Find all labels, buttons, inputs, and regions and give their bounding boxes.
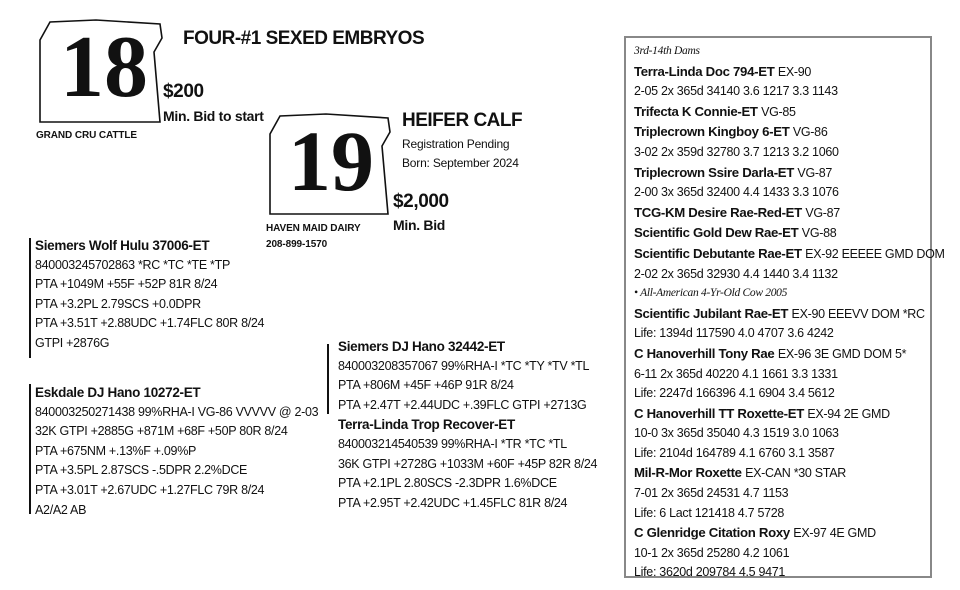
dam-record: 3-02 2x 359d 32780 3.7 1213 3.2 1060 <box>634 144 839 159</box>
sire-line: PTA +2.47T +2.44UDC +.39FLC GTPI +2713G <box>338 397 587 412</box>
dams-header: 3rd-14th Dams <box>634 45 700 57</box>
dam-record: 10-0 3x 365d 35040 4.3 1519 3.0 1063 <box>634 426 839 441</box>
dam-record: 10-1 2x 365d 25280 4.2 1061 <box>634 545 790 560</box>
dams-list <box>634 42 945 583</box>
lot19-sire-block <box>338 337 597 513</box>
dam-award-note: • All-American 4-Yr-Old Cow 2005 <box>634 287 788 300</box>
dam-entry-name <box>634 463 945 484</box>
min-bid-label: Min. Bid <box>393 217 446 233</box>
dam-classification: VG-85 <box>761 104 796 119</box>
lot18-sire-block <box>35 236 264 354</box>
dam-classification: EX-90 <box>777 64 812 79</box>
dam-line: PTA +2.1PL 2.80SCS -2.3DPR 1.6%DCE <box>338 476 557 491</box>
dam-name: C Hanoverhill Tony Rae <box>634 345 775 361</box>
lot-19-badge <box>266 112 392 218</box>
dam-entry-name <box>634 203 945 224</box>
dam-entry-name <box>634 223 945 244</box>
consignor-name: HAVEN MAID DAIRY <box>266 223 361 234</box>
dam-entry-name <box>634 244 945 265</box>
lot18-dam-block <box>35 383 318 520</box>
lot-price: $200 <box>163 81 204 102</box>
dam-entry-name <box>634 344 945 365</box>
dam-line: PTA +2.95T +2.42UDC +1.45FLC 81R 8/24 <box>338 495 568 510</box>
dam-classification: VG-87 <box>805 205 840 220</box>
sire-bracket <box>327 344 329 414</box>
dam-line: A2/A2 AB <box>35 502 87 517</box>
dams-panel <box>624 36 945 580</box>
dam-entry-name <box>634 404 945 425</box>
dam-line: 32K GTPI +2885G +871M +68F +50P 80R 8/24 <box>35 424 288 439</box>
dam-name: Trifecta K Connie-ET <box>634 103 758 119</box>
sire-line: PTA +1049M +55F +52P 81R 8/24 <box>35 277 218 292</box>
dam-line: PTA +675NM +.13%F +.09%P <box>35 443 197 458</box>
dam-name: Triplecrown Ssire Darla-ET <box>634 164 795 180</box>
sire-line: PTA +3.2PL 2.79SCS +0.0DPR <box>35 296 201 311</box>
dam-record: 2-05 2x 365d 34140 3.6 1217 3.3 1143 <box>634 84 838 99</box>
lot-18-badge <box>36 18 164 126</box>
dam-record: Life: 3620d 209784 4.5 9471 <box>634 565 786 580</box>
sire-line: 840003208357067 99%RHA-I *TC *TY *TV *TL <box>338 358 590 373</box>
dam-record: 2-00 3x 365d 32400 4.4 1433 3.3 1076 <box>634 185 839 200</box>
sire-line: PTA +3.51T +2.88UDC +1.74FLC 80R 8/24 <box>35 316 265 331</box>
dam-record: 2-02 2x 365d 32930 4.4 1440 3.4 1132 <box>634 266 838 281</box>
dam-name: Triplecrown Kingboy 6-ET <box>634 124 790 140</box>
lot-title: FOUR-#1 SEXED EMBRYOS <box>183 28 425 49</box>
dam-name: Terra-Linda Doc 794-ET <box>634 63 775 79</box>
dam-classification: EX-96 3E GMD DOM 5* <box>777 346 907 361</box>
dam-line: PTA +3.01T +2.67UDC +1.27FLC 79R 8/24 <box>35 482 265 497</box>
dam-name: Terra-Linda Trop Recover-ET <box>338 417 515 433</box>
dam-name: TCG-KM Desire Rae-Red-ET <box>634 204 802 220</box>
dam-line: 840003214540539 99%RHA-I *TR *TC *TL <box>338 436 567 451</box>
dam-classification: EX-92 EEEEE GMD DOM <box>805 246 945 261</box>
dam-entry-name <box>634 304 945 325</box>
birth-date: Born: September 2024 <box>402 156 519 170</box>
dam-classification: VG-86 <box>792 125 828 140</box>
lot-number: 18 <box>60 19 148 116</box>
lot-title: HEIFER CALF <box>402 110 523 131</box>
dam-line: 36K GTPI +2728G +1033M +60F +45P 82R 8/24 <box>338 456 598 471</box>
dam-record: Life: 2247d 166396 4.1 6904 3.4 5612 <box>634 386 835 401</box>
dam-classification: VG-88 <box>801 226 837 241</box>
sire-line: PTA +806M +45F +46P 91R 8/24 <box>338 378 514 393</box>
sire-line: GTPI +2876G <box>35 335 110 350</box>
dam-record: 7-01 2x 365d 24531 4.7 1153 <box>634 486 789 501</box>
dam-entry-name <box>634 122 945 143</box>
consignor-phone: 208-899-1570 <box>266 239 328 250</box>
sire-line: 840003245702863 *RC *TC *TE *TP <box>35 257 230 272</box>
registration-status: Registration Pending <box>402 137 510 151</box>
dam-name: Scientific Debutante Rae-ET <box>634 245 802 261</box>
dam-record: Life: 6 Lact 121418 4.7 5728 <box>634 505 785 520</box>
dam-classification: EX-94 2E GMD <box>807 406 890 421</box>
dam-classification: EX-90 EEEVV DOM *RC <box>791 306 925 321</box>
dam-record: 6-11 2x 365d 40220 4.1 1661 3.3 1331 <box>634 366 838 381</box>
lot-number: 19 <box>288 113 374 209</box>
sire-bracket <box>29 238 31 358</box>
dam-classification: EX-CAN *30 STAR <box>745 466 846 481</box>
dam-classification: VG-87 <box>797 165 833 180</box>
dam-name: Eskdale DJ Hano 10272-ET <box>35 385 201 400</box>
dam-entry-name <box>634 163 945 184</box>
sire-name: Siemers Wolf Hulu 37006-ET <box>35 238 210 253</box>
dam-name: C Hanoverhill TT Roxette-ET <box>634 405 804 421</box>
dam-name: C Glenridge Citation Roxy <box>634 525 790 541</box>
consignor-name: GRAND CRU CATTLE <box>36 130 137 141</box>
dam-line: PTA +3.5PL 2.87SCS -.5DPR 2.2%DCE <box>35 463 248 478</box>
dam-classification: EX-97 4E GMD <box>793 526 876 541</box>
dam-entry-name <box>634 523 945 544</box>
dam-name: Mil-R-Mor Roxette <box>634 465 742 481</box>
min-bid-label: Min. Bid to start <box>163 108 264 124</box>
dam-entry-name <box>634 62 945 83</box>
dam-entry-name <box>634 102 945 123</box>
dam-record: Life: 2104d 164789 4.1 6760 3.1 3587 <box>634 445 835 460</box>
lot-price: $2,000 <box>393 191 449 212</box>
dam-bracket <box>29 384 31 514</box>
dam-name: Scientific Jubilant Rae-ET <box>634 305 789 321</box>
dam-line: 840003250271438 99%RHA-I VG-86 VVVVV @ 2-03 <box>35 404 319 419</box>
dam-name: Scientific Gold Dew Rae-ET <box>634 225 799 241</box>
dam-record: Life: 1394d 117590 4.0 4707 3.6 4242 <box>634 326 834 341</box>
sire-name: Siemers DJ Hano 32442-ET <box>338 339 505 354</box>
